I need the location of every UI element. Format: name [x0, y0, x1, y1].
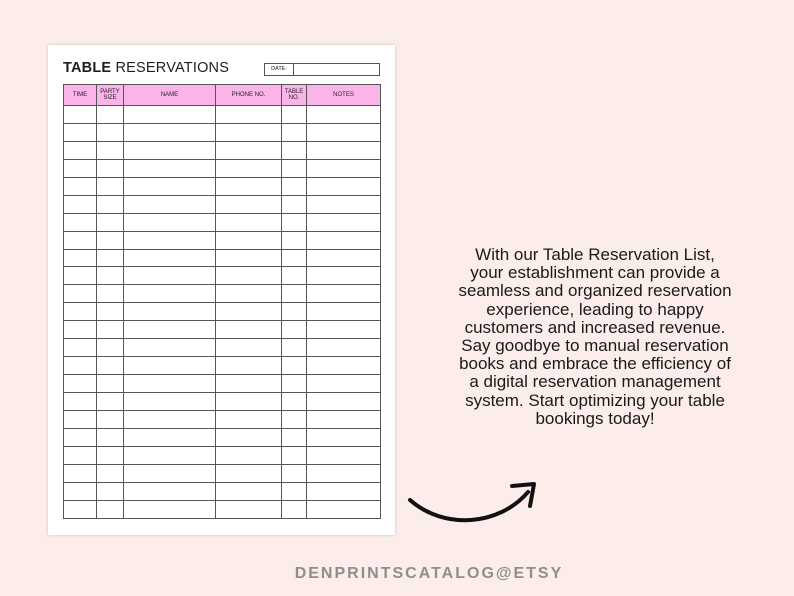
- table-row: [64, 500, 381, 518]
- table-cell: [97, 123, 124, 141]
- table-cell: [124, 231, 216, 249]
- table-cell: [124, 159, 216, 177]
- table-cell: [216, 106, 282, 124]
- table-cell: [97, 231, 124, 249]
- table-row: [64, 482, 381, 500]
- table-cell: [216, 482, 282, 500]
- table-row: [64, 123, 381, 141]
- table-cell: [64, 339, 97, 357]
- table-cell: [64, 464, 97, 482]
- table-row: [64, 267, 381, 285]
- table-cell: [307, 106, 381, 124]
- table-cell: [97, 446, 124, 464]
- table-cell: [282, 482, 307, 500]
- table-cell: [216, 267, 282, 285]
- table-cell: [307, 482, 381, 500]
- table-cell: [216, 285, 282, 303]
- table-cell: [124, 428, 216, 446]
- table-cell: [307, 267, 381, 285]
- column-header: [64, 85, 97, 106]
- table-cell: [307, 375, 381, 393]
- table-row: [64, 106, 381, 124]
- table-cell: [64, 357, 97, 375]
- table-cell: [97, 500, 124, 518]
- table-cell: [307, 123, 381, 141]
- table-cell: [282, 339, 307, 357]
- table-row: [64, 231, 381, 249]
- table-row: [64, 195, 381, 213]
- table-cell: [64, 213, 97, 231]
- table-cell: [124, 141, 216, 159]
- table-cell: [282, 213, 307, 231]
- table-cell: [216, 410, 282, 428]
- table-cell: [307, 177, 381, 195]
- table-cell: [282, 500, 307, 518]
- table-cell: [124, 195, 216, 213]
- table-cell: [64, 321, 97, 339]
- table-cell: [124, 482, 216, 500]
- table-cell: [97, 213, 124, 231]
- table-row: [64, 303, 381, 321]
- table-cell: [97, 285, 124, 303]
- table-cell: [307, 285, 381, 303]
- table-cell: [124, 177, 216, 195]
- table-cell: [97, 303, 124, 321]
- table-cell: [64, 267, 97, 285]
- sheet-title-bold: TABLE: [63, 60, 112, 76]
- column-header-line: NO.: [288, 95, 300, 101]
- table-body: [64, 106, 381, 519]
- shop-handle: DENPRINTSCATALOG@ETSY: [294, 565, 564, 582]
- date-field: [264, 63, 380, 76]
- table-cell: [97, 267, 124, 285]
- table-cell: [216, 375, 282, 393]
- column-header-line: PARTY: [100, 88, 120, 95]
- column-header: [282, 85, 307, 106]
- table-cell: [282, 141, 307, 159]
- table-cell: [124, 267, 216, 285]
- table-cell: [64, 231, 97, 249]
- column-header-line: SIZE: [103, 95, 117, 101]
- table-cell: [64, 428, 97, 446]
- table-cell: [97, 339, 124, 357]
- table-cell: [307, 357, 381, 375]
- table-cell: [216, 303, 282, 321]
- table-cell: [216, 177, 282, 195]
- table-row: [64, 177, 381, 195]
- table-cell: [216, 195, 282, 213]
- promo-text: With our Table Reservation List, your establishment can provide a seamless and organized reservation experience, leading to happy customers and increased revenue. Say goodbye to manual reservation books and embrace the efficiency of a digital reservation management system. Start optimizing your table bookings today!: [458, 245, 732, 428]
- table-cell: [124, 213, 216, 231]
- table-row: [64, 410, 381, 428]
- table-cell: [97, 428, 124, 446]
- table-cell: [216, 159, 282, 177]
- table-cell: [124, 375, 216, 393]
- table-cell: [97, 195, 124, 213]
- table-cell: [307, 159, 381, 177]
- table-cell: [282, 393, 307, 411]
- table-cell: [307, 393, 381, 411]
- table-cell: [124, 339, 216, 357]
- table-cell: [97, 177, 124, 195]
- table-cell: [307, 410, 381, 428]
- table-cell: [216, 231, 282, 249]
- table-cell: [64, 482, 97, 500]
- column-header: [97, 85, 124, 106]
- table-cell: [282, 267, 307, 285]
- table-cell: [64, 285, 97, 303]
- table-cell: [282, 321, 307, 339]
- table-row: [64, 393, 381, 411]
- table-cell: [124, 249, 216, 267]
- column-header-line: TIME: [72, 91, 88, 98]
- column-header: [124, 85, 216, 106]
- reservation-table: [63, 84, 381, 519]
- table-cell: [124, 285, 216, 303]
- table-cell: [307, 231, 381, 249]
- table-cell: [64, 141, 97, 159]
- table-cell: [97, 464, 124, 482]
- table-cell: [307, 321, 381, 339]
- table-cell: [307, 213, 381, 231]
- table-cell: [64, 249, 97, 267]
- table-cell: [307, 303, 381, 321]
- table-cell: [307, 428, 381, 446]
- table-cell: [124, 106, 216, 124]
- table-row: [64, 428, 381, 446]
- table-cell: [282, 285, 307, 303]
- table-header-row: [64, 85, 381, 106]
- column-header: [307, 85, 381, 106]
- table-row: [64, 285, 381, 303]
- table-cell: [282, 303, 307, 321]
- table-cell: [64, 303, 97, 321]
- table-cell: [124, 123, 216, 141]
- table-cell: [64, 195, 97, 213]
- table-row: [64, 141, 381, 159]
- table-cell: [216, 213, 282, 231]
- table-cell: [216, 249, 282, 267]
- table-cell: [216, 464, 282, 482]
- table-cell: [216, 141, 282, 159]
- table-cell: [282, 446, 307, 464]
- table-cell: [97, 159, 124, 177]
- sheet-title: [63, 60, 229, 76]
- table-row: [64, 464, 381, 482]
- table-cell: [124, 303, 216, 321]
- table-cell: [282, 410, 307, 428]
- table-cell: [282, 195, 307, 213]
- table-row: [64, 321, 381, 339]
- table-cell: [282, 249, 307, 267]
- column-header-line: NAME: [160, 91, 179, 98]
- table-cell: [124, 357, 216, 375]
- table-cell: [64, 375, 97, 393]
- table-cell: [216, 339, 282, 357]
- table-row: [64, 375, 381, 393]
- curved-arrow-icon: [404, 478, 544, 528]
- table-cell: [216, 393, 282, 411]
- table-row: [64, 249, 381, 267]
- table-cell: [97, 375, 124, 393]
- table-cell: [124, 410, 216, 428]
- table-cell: [307, 195, 381, 213]
- table-cell: [64, 410, 97, 428]
- table-cell: [64, 177, 97, 195]
- table-cell: [282, 375, 307, 393]
- table-cell: [124, 446, 216, 464]
- table-cell: [282, 159, 307, 177]
- table-cell: [216, 357, 282, 375]
- table-row: [64, 159, 381, 177]
- table-cell: [282, 177, 307, 195]
- table-cell: [216, 446, 282, 464]
- table-cell: [216, 500, 282, 518]
- table-cell: [97, 141, 124, 159]
- table-cell: [216, 428, 282, 446]
- table-cell: [216, 123, 282, 141]
- table-cell: [64, 500, 97, 518]
- table-cell: [282, 357, 307, 375]
- table-cell: [124, 321, 216, 339]
- table-cell: [282, 464, 307, 482]
- table-row: [64, 213, 381, 231]
- table-cell: [216, 321, 282, 339]
- table-cell: [124, 500, 216, 518]
- table-cell: [307, 339, 381, 357]
- reservation-sheet: [48, 45, 395, 535]
- table-cell: [97, 106, 124, 124]
- table-cell: [64, 446, 97, 464]
- table-cell: [307, 446, 381, 464]
- table-cell: [282, 428, 307, 446]
- table-row: [64, 446, 381, 464]
- table-cell: [97, 249, 124, 267]
- table-cell: [124, 393, 216, 411]
- table-cell: [282, 231, 307, 249]
- table-cell: [124, 464, 216, 482]
- table-cell: [307, 500, 381, 518]
- table-cell: [97, 321, 124, 339]
- date-value-box: [294, 64, 379, 75]
- column-header: [216, 85, 282, 106]
- table-row: [64, 339, 381, 357]
- table-cell: [97, 357, 124, 375]
- table-cell: [97, 393, 124, 411]
- column-header-line: TABLE: [284, 88, 304, 95]
- table-cell: [97, 482, 124, 500]
- table-cell: [282, 123, 307, 141]
- table-row: [64, 357, 381, 375]
- table-cell: [307, 249, 381, 267]
- column-header-line: NOTES: [333, 91, 354, 98]
- date-label: DATE:: [265, 64, 294, 75]
- table-cell: [97, 410, 124, 428]
- sheet-title-rest: RESERVATIONS: [111, 60, 230, 76]
- table-cell: [64, 159, 97, 177]
- table-cell: [282, 106, 307, 124]
- table-cell: [64, 393, 97, 411]
- table-cell: [307, 141, 381, 159]
- column-header-line: PHONE NO.: [231, 91, 266, 98]
- table-cell: [307, 464, 381, 482]
- table-cell: [64, 106, 97, 124]
- table-cell: [64, 123, 97, 141]
